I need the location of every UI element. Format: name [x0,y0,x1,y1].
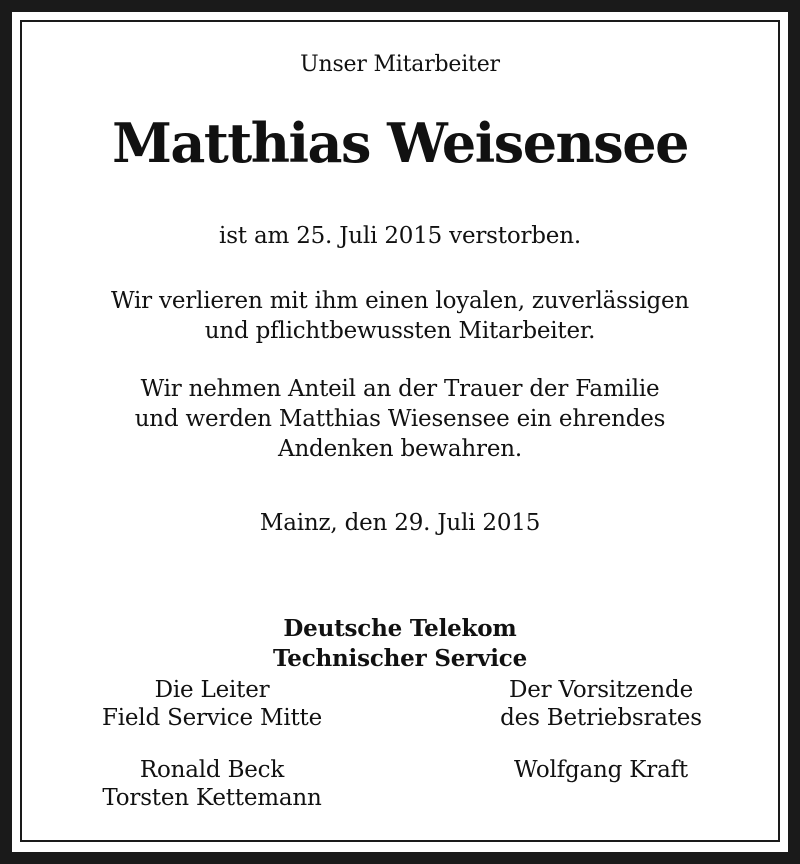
company-name: Deutsche Telekom [283,615,517,642]
left-signatory-title-1: Die Leiter [154,677,270,703]
left-signatory-title-2: Field Service Mitte [101,705,323,731]
death-date-text: ist am 25. Juli 2015 verstorben. [219,223,581,249]
right-signatory-title-1: Der Vorsitzende [509,677,693,703]
paragraph-2-line-2: und werden Matthias Wiesensee ein ehrendes [134,406,666,432]
paragraph-1-line-2: und pflichtbewussten Mitarbeiter. [204,318,596,344]
right-signatory [441,676,761,784]
company-department: Technischer Service [272,645,528,672]
right-signatory-title-2: des Betriebsrates [500,705,702,731]
left-signatory-name-1: Ronald Beck [139,757,285,783]
paragraph-2-line-1: Wir nehmen Anteil an der Trauer der Familie [140,376,660,402]
paragraph-1-line-1: Wir verlieren mit ihm einen loyalen, zuverlässigen [110,288,690,314]
left-signatory [52,676,372,812]
intro-text: Unser Mitarbeiter [300,52,500,77]
paragraph-2-line-3: Andenken bewahren. [278,436,522,462]
deceased-name: Matthias Weisensee [112,111,688,175]
place-date: Mainz, den 29. Juli 2015 [259,510,541,536]
right-signatory-name-1: Wolfgang Kraft [514,757,688,783]
left-signatory-name-2: Torsten Kettemann [102,785,322,811]
